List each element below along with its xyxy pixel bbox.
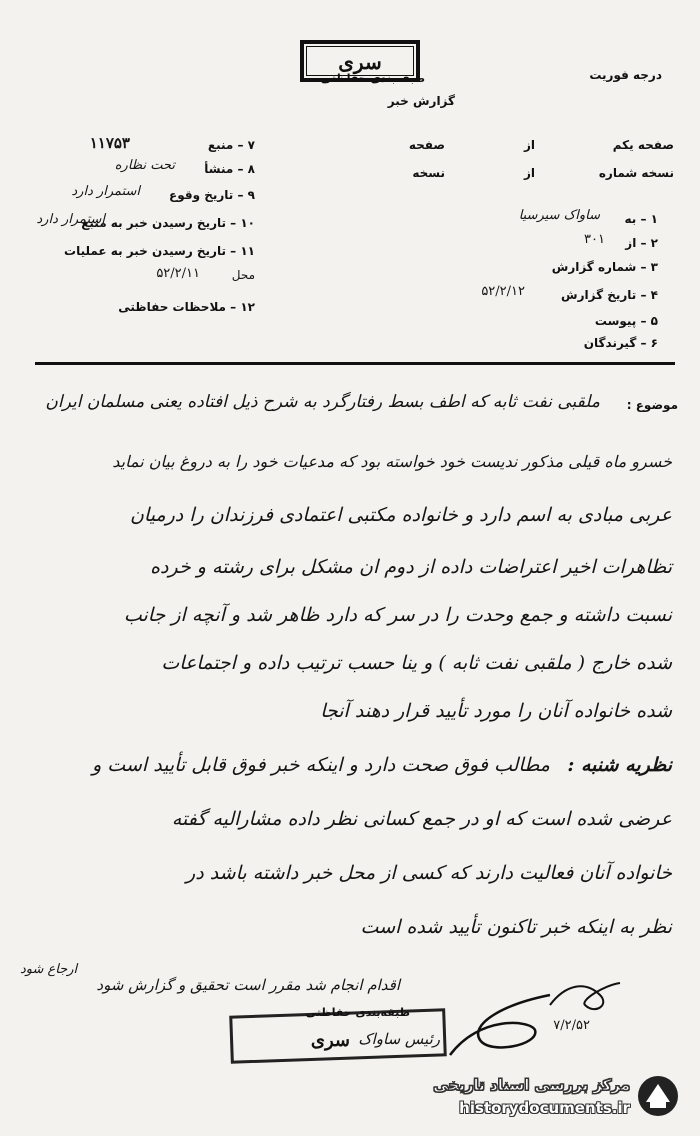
opinion-line-2: عرضی شده است که او در جمع کسانی نظر داده مشارالیه گفته xyxy=(171,808,672,830)
page-label: صفحه یکم xyxy=(612,138,674,152)
page-of: از xyxy=(523,138,535,152)
field-origin-value: تحت نظاره xyxy=(114,158,175,173)
field-source-value: ۱۱۷۵۳ xyxy=(89,134,130,152)
field-from-value: ۳۰۱ xyxy=(584,232,605,247)
field-occurrence-date: ۹ – تاریخ وقوع xyxy=(169,188,255,202)
subject-label: موضوع : xyxy=(626,398,678,412)
watermark-url: historydocuments.ir xyxy=(459,1099,630,1117)
opinion-label: نظریه شنبه : xyxy=(567,754,672,776)
body-line-2: عربی مبادی به اسم دارد و خانواده مکتبی اعتمادی فرزندان را درمیان xyxy=(129,504,672,526)
body-line-3: تظاهرات اخیر اعتراضات داده از دوم ان مشکل برای رشته و خرده xyxy=(150,556,672,578)
field-from: ۲ – از xyxy=(625,236,658,250)
field-security-notes: ۱۲ – ملاحظات حفاظتی xyxy=(118,300,255,314)
field-report-date: ۴ – تاریخ گزارش xyxy=(561,288,658,302)
watermark-title: مرکز بررسی اسناد تاریخی xyxy=(433,1076,630,1094)
stamp-text: سری xyxy=(338,50,382,74)
field-to-value: ساواک سیرسیا xyxy=(518,208,600,223)
field-source-arrival-date: ۱۰ – تاریخ رسیدن خبر به منبع xyxy=(81,216,255,230)
body-line-6: شده خانواده آنان را مورد تأیید قرار دهند آنجا xyxy=(320,700,672,722)
field-ops-arrival-date: ۱۱ – تاریخ رسیدن خبر به عملیات xyxy=(64,244,255,258)
field-source: ۷ – منبع xyxy=(207,138,255,152)
opinion-line-3: خانواده آنان فعالیت دارند که کسی از محل خبر داشته باشد در xyxy=(186,862,672,884)
body-line-1: خسرو ماه قیلی مذکور ندیست خود خواسته بود که مدعیات خود را به دروغ بیان نماید xyxy=(112,452,672,471)
signature-scribble xyxy=(440,985,560,1065)
opinion-line-1: مطالب فوق صحت دارد و اینکه خبر فوق قابل تأیید است و xyxy=(92,754,550,776)
bottom-stamp-text: سری xyxy=(310,1030,350,1051)
field-recipients: ۶ – گیرندگان xyxy=(583,336,658,350)
archive-logo-icon xyxy=(636,1074,680,1118)
priority-label: درجه فوریت xyxy=(589,68,662,82)
opinion-line-4: نظر به اینکه خبر تاکنون تأیید شده است xyxy=(360,916,672,938)
field-to: ۱ – به xyxy=(624,212,658,226)
copy-label: نسخه شماره xyxy=(598,166,674,180)
copy-total: نسخه xyxy=(412,166,445,180)
report-type: گزارش خبر xyxy=(387,94,455,108)
copy-of: از xyxy=(523,166,535,180)
field-occurrence-date-value: استمرار دارد xyxy=(71,184,140,199)
field-origin: ۸ – منشأ xyxy=(204,162,255,176)
divider xyxy=(35,362,675,365)
field-attachment: ۵ – پیوست xyxy=(594,314,658,328)
page-total: صفحه xyxy=(408,138,445,152)
classification-label: طبقه‌بندی حفاظتی xyxy=(320,72,425,85)
footer-small: ارجاع شود xyxy=(20,962,78,977)
bottom-classification: طبقه‌بندی حفاظتی xyxy=(305,1006,410,1019)
field-ops-arrival-value: ۵۲/۲/۱۱ xyxy=(156,266,200,281)
footer-sign: رئیس ساواک xyxy=(358,1030,440,1048)
body-line-4: نسبت داشته و جمع وحدت را در سر که دارد ظاهر شد و آنچه از جانب xyxy=(123,604,672,626)
body-line-5: شده خارج ( ملقبی نفت ثابه ) و ینا حسب ترتیب داده و اجتماعات xyxy=(161,652,672,674)
archive-watermark xyxy=(420,1072,682,1122)
footer-note: اقدام انجام شد مقرر است تحقیق و گزارش شود xyxy=(96,976,400,994)
bottom-note: ۷/۲/۵۲ xyxy=(553,1018,590,1033)
field-source-arrival-value: استمرار دارد xyxy=(36,212,105,227)
field-place: محل xyxy=(231,268,255,282)
field-report-number: ۳ – شماره گزارش xyxy=(551,260,658,274)
subject-text: ملقبی نفت ثابه که اطف بسط رفتارگرد به شرح ذیل افتاده یعنی مسلمان ایران xyxy=(45,392,600,412)
field-report-date-value: ۵۲/۲/۱۲ xyxy=(481,284,525,299)
paraph-scribble xyxy=(545,975,625,1025)
